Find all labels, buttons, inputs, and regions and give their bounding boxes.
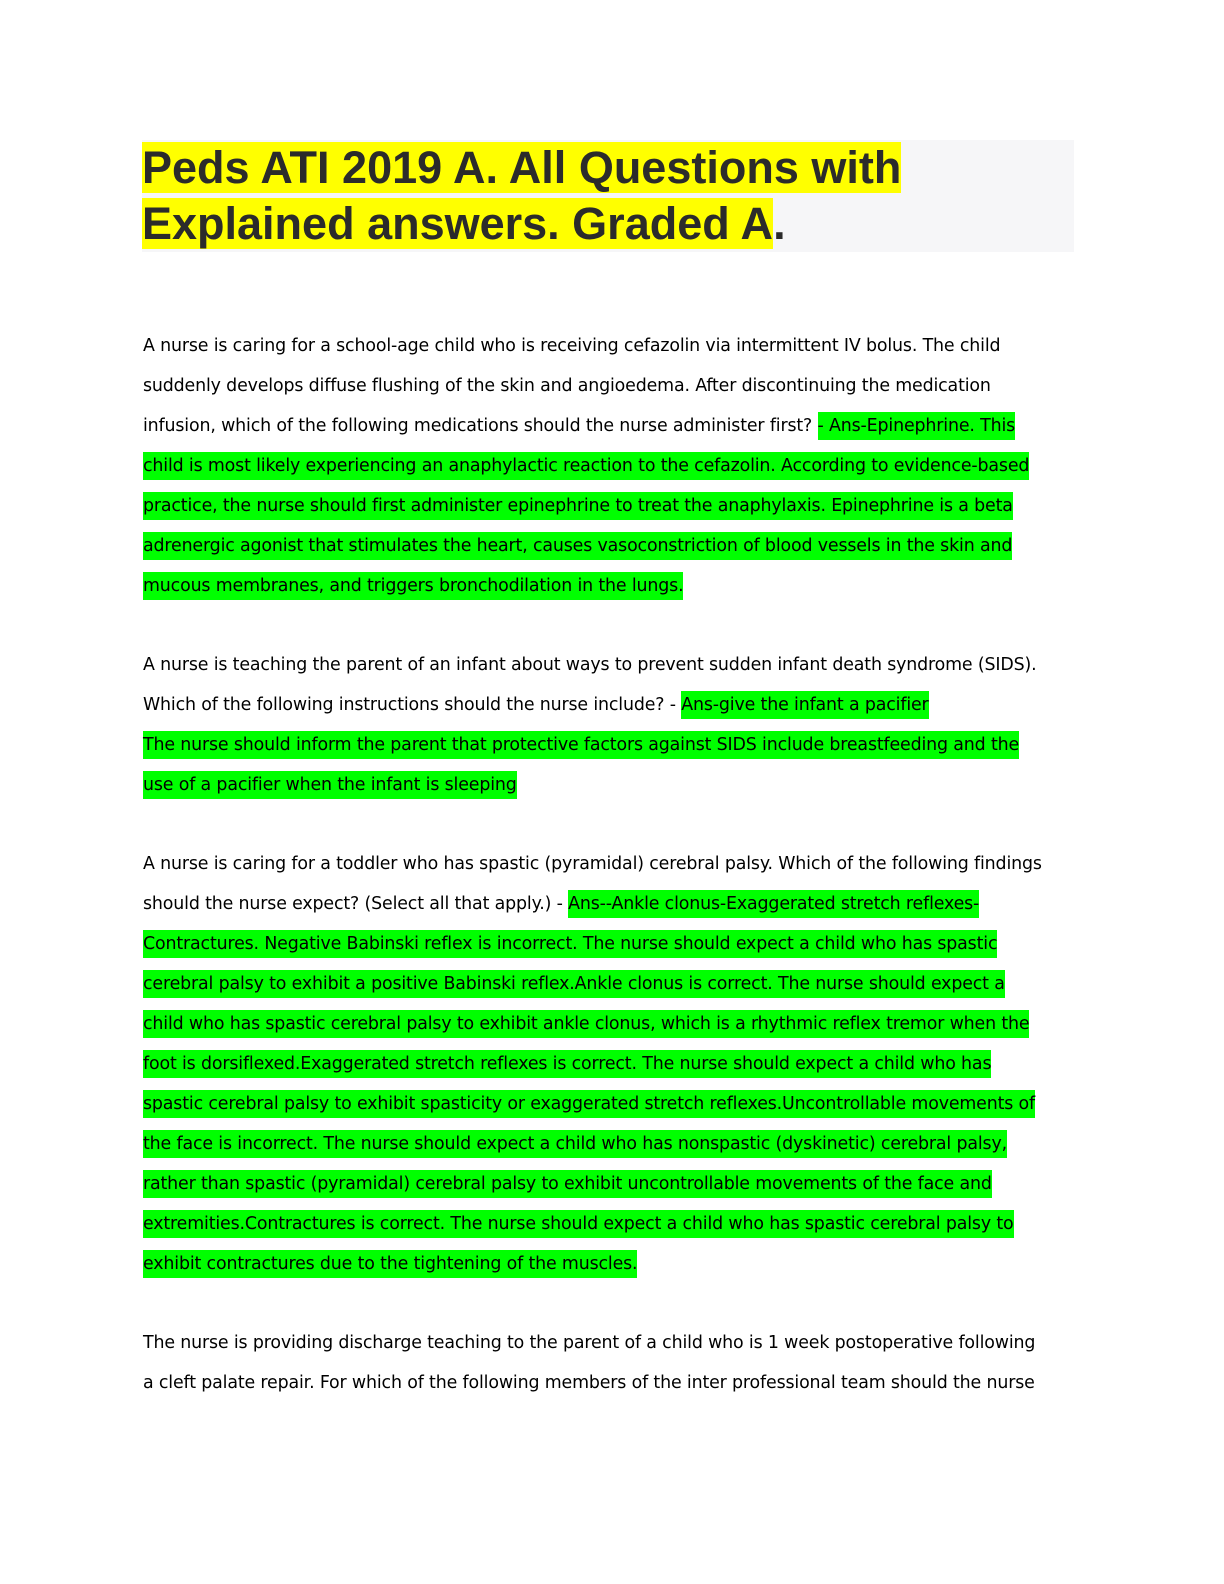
q3-answer-line: cerebral palsy to exhibit a positive Babinski reflex.Ankle clonus is correct. The nurse should expect a	[143, 970, 1005, 998]
q3-line-11	[143, 1244, 1083, 1284]
q3-answer-line: child who has spastic cerebral palsy to exhibit ankle clonus, which is a rhythmic reflex tremor when the	[143, 1010, 1029, 1038]
q1-answer-line: adrenergic agonist that stimulates the heart, causes vasoconstriction of blood vessels in the skin and	[143, 532, 1012, 560]
q3-line-4	[143, 964, 1083, 1004]
q3-answer-line: rather than spastic (pyramidal) cerebral palsy to exhibit uncontrollable movements of the face and	[143, 1170, 992, 1198]
q3-answer-line: foot is dorsiflexed.Exaggerated stretch reflexes is correct. The nurse should expect a child who has	[143, 1050, 991, 1078]
q2-line-4	[143, 765, 1083, 805]
q3-line-3	[143, 924, 1083, 964]
q1-answer-line: practice, the nurse should first administer epinephrine to treat the anaphylaxis. Epinephrine is a beta	[143, 492, 1013, 520]
q3-line-2	[143, 884, 1083, 924]
q3-question-tail: should the nurse expect? (Select all that apply.) -	[143, 894, 569, 914]
question-block-2	[143, 645, 1083, 805]
q2-line-2	[143, 685, 1083, 725]
q1-answer-line: mucous membranes, and triggers bronchodilation in the lungs.	[143, 572, 683, 600]
q2-question-tail: Which of the following instructions should the nurse include? -	[143, 695, 682, 715]
title-line-2-period: .	[773, 198, 786, 249]
title-block	[142, 140, 1074, 252]
q3-answer-line: extremities.Contractures is correct. The nurse should expect a child who has spastic cerebral palsy to	[143, 1210, 1014, 1238]
q2-answer-start: Ans-give the infant a pacifier	[681, 691, 928, 719]
q4-line-2: a cleft palate repair. For which of the following members of the inter professional team should the nurse	[143, 1373, 1035, 1393]
title-line-2: Explained answers. Graded A	[142, 198, 774, 249]
question-block-3	[143, 844, 1083, 1284]
q3-line-9	[143, 1164, 1083, 1204]
q3-line-8	[143, 1124, 1083, 1164]
q3-answer-line: the face is incorrect. The nurse should expect a child who has nonspastic (dyskinetic) cerebral palsy,	[143, 1130, 1007, 1158]
q3-answer-line: Contractures. Negative Babinski reflex is incorrect. The nurse should expect a child who has spastic	[143, 930, 997, 958]
q2-answer-line: The nurse should inform the parent that protective factors against SIDS include breastfeeding and the	[143, 731, 1019, 759]
q3-line-10	[143, 1204, 1083, 1244]
q1-line-4	[143, 446, 1083, 486]
title-line-1: Peds ATI 2019 A. All Questions with	[142, 142, 902, 193]
q3-answer-line: spastic cerebral palsy to exhibit spasticity or exaggerated stretch reflexes.Uncontrollable movements of	[143, 1090, 1035, 1118]
q1-line-2: suddenly develops diffuse flushing of the skin and angioedema. After discontinuing the medication	[143, 376, 991, 396]
q4-line-1: The nurse is providing discharge teaching to the parent of a child who is 1 week postoperative following	[143, 1333, 1036, 1353]
q3-answer-start: Ans--Ankle clonus-Exaggerated stretch reflexes-	[568, 890, 979, 918]
q1-question-tail: infusion, which of the following medications should the nurse administer first?	[143, 416, 818, 436]
q1-answer-start: - Ans-Epinephrine. This	[818, 412, 1016, 440]
q3-line-1: A nurse is caring for a toddler who has spastic (pyramidal) cerebral palsy. Which of the following findings	[143, 854, 1042, 874]
q2-answer-line: use of a pacifier when the infant is sleeping	[143, 771, 517, 799]
q1-line-5	[143, 486, 1083, 526]
q1-line-1: A nurse is caring for a school-age child who is receiving cefazolin via intermittent IV bolus. The child	[143, 336, 1001, 356]
q1-answer-line: child is most likely experiencing an anaphylactic reaction to the cefazolin. According to evidence-based	[143, 452, 1029, 480]
q1-line-3	[143, 406, 1083, 446]
q3-line-6	[143, 1044, 1083, 1084]
q2-line-1: A nurse is teaching the parent of an infant about ways to prevent sudden infant death syndrome (SIDS).	[143, 655, 1037, 675]
q1-line-6	[143, 526, 1083, 566]
q3-line-5	[143, 1004, 1083, 1044]
question-block-4	[143, 1323, 1083, 1403]
q3-answer-line: exhibit contractures due to the tightening of the muscles.	[143, 1250, 637, 1278]
q1-line-7	[143, 566, 1083, 606]
q3-line-7	[143, 1084, 1083, 1124]
q2-line-3	[143, 725, 1083, 765]
page-title	[142, 140, 1074, 252]
question-block-1	[143, 326, 1083, 606]
